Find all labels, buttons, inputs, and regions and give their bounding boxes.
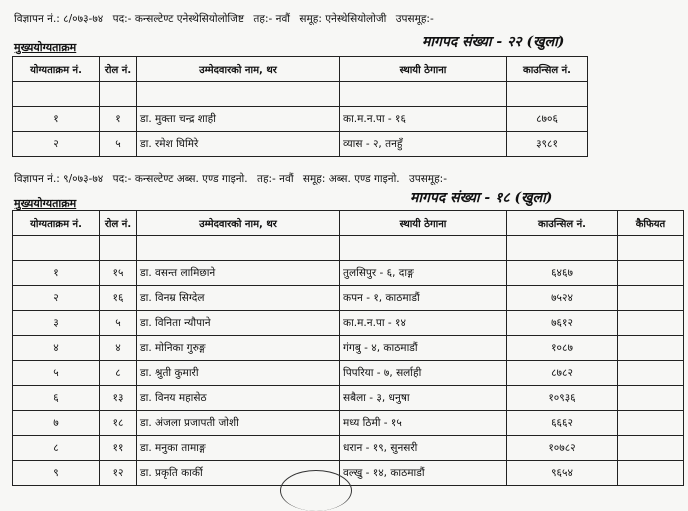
table-row: ९ १२ डा. प्रकृति कार्की वल्खु - १४, काठमाडौं ९६५४ xyxy=(13,461,684,486)
signature-mark xyxy=(280,470,352,511)
table-row: १ १ डा. मुक्ता चन्द्र शाही का.म.न.पा - १६ ८७०६ xyxy=(13,107,588,132)
col-council: काउन्सिल नं. xyxy=(507,57,588,82)
table-row: १ १५ डा. वसन्त लामिछाने तुलसिपुर - ६, दाङ्ग ६४६७ xyxy=(13,261,684,286)
col-name: उम्मेदवारको नाम, थर xyxy=(137,57,340,82)
table-row: २ ५ डा. रमेश घिमिरे व्यास - २, तनहुँ ३९८१ xyxy=(13,132,588,157)
post-title: पद:- कन्सल्टेण्ट एनेस्थेसियोलोजिष्ट xyxy=(112,13,245,25)
table-row: ३ ५ डा. विनिता न्यौपाने का.म.न.पा - १४ ७६१२ xyxy=(13,311,684,336)
table-header-row xyxy=(13,57,588,82)
section2-info xyxy=(14,172,453,186)
table-row: ५ ८ डा. श्रुती कुमारी पिपरिया - ७, सर्लाही ८७८२ xyxy=(13,361,684,386)
section1-handwritten-note: मागपद संख्या - २२ (खुला) xyxy=(422,34,565,50)
level: तह:- नवौं xyxy=(256,173,294,185)
table-row: ६ १३ डा. विनय महासेठ सबैला - ३, धनुषा १०९३६ xyxy=(13,386,684,411)
table-row: २ १६ डा. विनम्र सिग्देल कपन - १, काठमाडौं ७५२४ xyxy=(13,286,684,311)
group: समूह: अब्स. एण्ड गाइनो. xyxy=(302,173,400,185)
section2-table xyxy=(12,210,684,486)
post-title: पद:- कन्सल्टेण्ट अब्स. एण्ड गाइनो. xyxy=(112,173,248,185)
section1-heading: मुख्ययोग्यताक्रम xyxy=(14,41,77,54)
col-roll: रोल नं. xyxy=(100,57,137,82)
subgroup: उपसमूह:- xyxy=(395,13,434,25)
advertisement-no: विज्ञापन नं.: ९/०७३-७४ xyxy=(14,173,104,185)
col-address: स्थायी ठेगाना xyxy=(340,57,507,82)
table-row: ७ १८ डा. अंजला प्रजापती जोशी मध्य ठिमी - १५ ६६६२ xyxy=(13,411,684,436)
section1-table xyxy=(12,56,588,157)
advertisement-no: विज्ञापन नं.: ८/०७३-७४ xyxy=(14,13,104,25)
col-rank: योग्यताक्रम नं. xyxy=(13,57,100,82)
section2-handwritten-note: मागपद संख्या - १८ (खुला) xyxy=(410,190,553,206)
section2-heading: मुख्ययोग्यताक्रम xyxy=(14,197,77,210)
table-row: ४ ४ डा. मोनिका गुरुङ्ग गंगबु - ४, काठमाडौं १०८७ xyxy=(13,336,684,361)
table-row: ८ ११ डा. मनुका तामाङ्ग धरान - १९, सुनसरी १०७८२ xyxy=(13,436,684,461)
table-header-row: योग्यताक्रम नं. रोल नं. उम्मेदवारको नाम, थर स्थायी ठेगाना काउन्सिल नं. कैफियत xyxy=(13,211,684,236)
level: तह:- नवौं xyxy=(253,13,291,25)
subgroup: उपसमूह:- xyxy=(408,173,447,185)
group: समूह: एनेस्थेसियोलोजी xyxy=(299,13,387,25)
section1-info xyxy=(14,12,440,26)
